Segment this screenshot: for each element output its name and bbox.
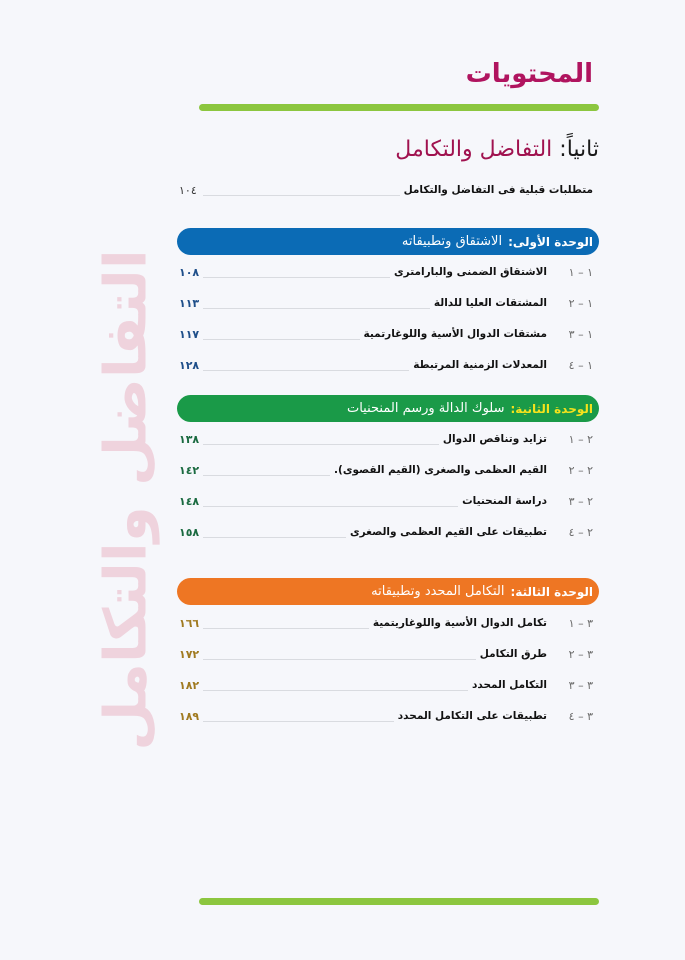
dot-leader (203, 506, 458, 507)
dot-leader (203, 537, 346, 538)
toc-entry[interactable] (177, 706, 593, 726)
toc-entry[interactable] (177, 293, 593, 313)
unit-name: سلوك الدالة ورسم المنحنيات (346, 401, 505, 416)
dot-leader (203, 444, 439, 445)
lesson-number: ٢ – ٤ (568, 525, 593, 539)
entry-title: الاشتقاق الضمنى والبارامترى (394, 266, 547, 278)
page-number: ١٦٦ (179, 616, 200, 630)
page-number: ١٥٨ (179, 525, 200, 539)
dot-leader (203, 475, 330, 476)
entry-title: تزايد وتناقص الدوال (442, 433, 547, 445)
entry-title: التكامل المحدد (471, 679, 547, 691)
dot-leader (203, 721, 394, 722)
entry-title: تكامل الدوال الأسية واللوغاريتمية (372, 617, 547, 629)
entry-title: مشتقات الدوال الأسية واللوغارتمية (363, 328, 547, 340)
page-number: ١٠٤ (179, 183, 197, 197)
toc-entry-prerequisites[interactable] (177, 180, 593, 200)
entry-title: تطبيقات على التكامل المحدد (397, 710, 547, 722)
toc-entry[interactable] (177, 262, 593, 282)
dot-leader (203, 277, 390, 278)
page-number: ١١٧ (179, 327, 200, 341)
dot-leader (203, 195, 400, 196)
bottom-divider (199, 898, 599, 905)
part-title (395, 134, 599, 166)
top-divider (199, 104, 599, 111)
entry-title: طرق التكامل (479, 648, 547, 660)
dot-leader (203, 370, 409, 371)
page-number: ١٤٢ (179, 463, 200, 477)
lesson-number: ١ – ٢ (568, 296, 593, 310)
unit-label: الوحدة الثالثة: (510, 584, 593, 599)
toc-entry[interactable] (177, 355, 593, 375)
toc-entry[interactable] (177, 429, 593, 449)
toc-entry[interactable] (177, 324, 593, 344)
lesson-number: ٣ – ٣ (568, 678, 593, 692)
unit-label: الوحدة الأولى: (508, 234, 593, 249)
dot-leader (203, 690, 468, 691)
page-number: ١٨٩ (179, 709, 200, 723)
lesson-number: ١ – ١ (568, 265, 593, 279)
toc-entry[interactable] (177, 644, 593, 664)
page-number: ١١٣ (179, 296, 200, 310)
watermark (86, 249, 166, 751)
lesson-number: ٣ – ٤ (568, 709, 593, 723)
lesson-number: ٣ – ٢ (568, 647, 593, 661)
lesson-number: ٢ – ٣ (568, 494, 593, 508)
lesson-number: ١ – ٤ (568, 358, 593, 372)
page-number: ١٤٨ (179, 494, 200, 508)
part-topic: التفاضل والتكامل (395, 137, 553, 162)
toc-entry[interactable] (177, 491, 593, 511)
page-title: المحتويات (465, 59, 593, 89)
entry-title: متطلبات قبلية فى التفاضل والتكامل (403, 184, 593, 196)
entry-title: المشتقات العليا للدالة (433, 297, 547, 309)
entry-title: دراسة المنحنيات (462, 495, 547, 507)
entry-title: تطبيقات على القيم العظمى والصغرى (350, 526, 547, 538)
part-lead: ثانياً: (552, 137, 599, 162)
page-number: ١٧٢ (179, 647, 200, 661)
unit-header-1[interactable] (177, 228, 599, 255)
unit-label: الوحدة الثانية: (510, 401, 593, 416)
lesson-number: ٢ – ١ (568, 432, 593, 446)
page-number: ١٣٨ (179, 432, 200, 446)
dot-leader (203, 628, 369, 629)
entry-title: المعدلات الزمنية المرتبطة (413, 359, 547, 371)
page-number: ١٠٨ (179, 265, 200, 279)
unit-name: الاشتقاق وتطبيقاته (401, 234, 503, 249)
unit-name: التكامل المحدد وتطبيقاته (371, 584, 505, 599)
entry-title: القيم العظمى والصغرى (القيم القصوى). (334, 464, 547, 476)
watermark-text: التفاضل والتكامل (91, 249, 160, 751)
lesson-number: ٢ – ٢ (568, 463, 593, 477)
unit-header-2[interactable] (177, 395, 599, 422)
unit-header-3[interactable] (177, 578, 599, 605)
dot-leader (203, 659, 476, 660)
page-number: ١٨٢ (179, 678, 200, 692)
toc-entry[interactable] (177, 675, 593, 695)
dot-leader (203, 339, 360, 340)
lesson-number: ٣ – ١ (568, 616, 593, 630)
dot-leader (203, 308, 430, 309)
toc-entry[interactable] (177, 460, 593, 480)
lesson-number: ١ – ٣ (568, 327, 593, 341)
toc-entry[interactable] (177, 613, 593, 633)
toc-entry[interactable] (177, 522, 593, 542)
page-number: ١٢٨ (179, 358, 200, 372)
